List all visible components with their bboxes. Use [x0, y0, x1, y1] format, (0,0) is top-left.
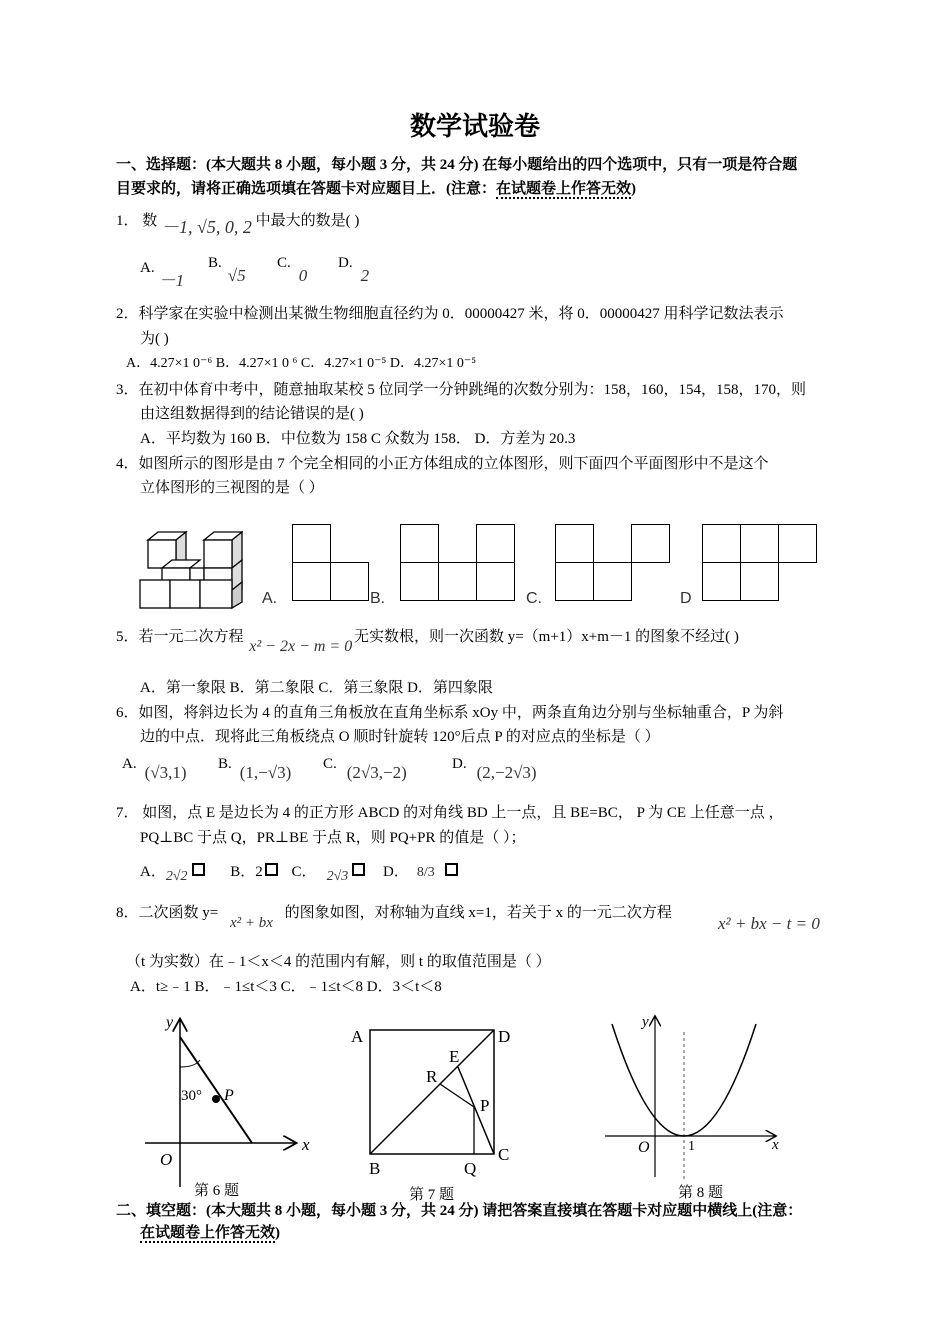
q1-option-b: B.√5	[208, 255, 246, 285]
svg-text:1: 1	[688, 1139, 695, 1154]
section1-header-line1: 一、选择题：(本大题共 8 小题，每小题 3 分，共 24 分) 在每小题给出的四个选项中，只有一项是符合题	[116, 157, 798, 173]
svg-text:O: O	[638, 1139, 650, 1156]
svg-text:P: P	[224, 1087, 234, 1104]
q8-math-1: x² + bx	[229, 915, 273, 931]
figure-8	[600, 1012, 790, 1187]
question-3: 3．在初中体育中考中，随意抽取某校 5 位同学一分钟跳绳的次数分别为：158，160，154，158，170，则	[116, 382, 807, 398]
svg-text:A: A	[351, 1027, 364, 1046]
question-1: 1． 数 －1, √5, 0, 2 中最大的数是( )	[116, 213, 360, 237]
question-6: 6．如图，将斜边长为 4 的直角三角板放在直角坐标系 xOy 中，两条直角边分别与坐标轴重合，P 为斜	[116, 705, 784, 721]
figure-8-caption: 第 8 题	[678, 1185, 724, 1201]
q4-label-b: B.	[370, 590, 386, 607]
q6-option-c: C. (2√3,−2)	[323, 756, 407, 782]
svg-text:B: B	[369, 1159, 381, 1178]
q1-math: －1, √5, 0, 2	[161, 217, 252, 237]
q1-option-a: A.－1	[140, 260, 185, 290]
q4-line2: 立体图形的三视图的是（ ）	[140, 480, 324, 496]
q6-line2: 边的中点．现将此三角板绕点 O 顺时针旋转 120°后点 P 的对应点的坐标是（ ）	[140, 729, 660, 745]
svg-text:O: O	[160, 1150, 173, 1169]
q2-options: A．4.27×1 0⁻⁶ B．4.27×1 0 ⁶ C．4.27×1 0⁻⁵ D．4.27×1 0⁻⁵	[126, 356, 477, 371]
q8-options: A．t≥﹣1 B．﹣1≤t＜3 C．﹣1≤t＜8 D．3＜t＜8	[130, 979, 442, 995]
svg-text:x: x	[772, 1137, 779, 1153]
section2-header-line2: 在试题卷上作答无效)	[140, 1225, 281, 1241]
q4-cube-figure	[138, 530, 243, 610]
question-4: 4．如图所示的图形是由 7 个完全相同的小正方体组成的立体图形，则下面四个平面图形中不是这个	[116, 456, 769, 472]
svg-text:P: P	[480, 1096, 490, 1115]
svg-text:y: y	[166, 1014, 174, 1031]
question-8: 8．二次函数 y= x² + bx 的图象如图，对称轴为直线 x=1，若关于 x 的一元二次方程	[116, 905, 672, 931]
svg-text:30°: 30°	[181, 1088, 202, 1104]
emphasis-note: 在试题卷上作答无效	[496, 181, 632, 197]
svg-text:D: D	[498, 1027, 511, 1046]
question-7: 7． 如图，点 E 是边长为 4 的正方形 ABCD 的对角线 BD 上一点，且 BE=BC， P 为 CE 上任意一点 ，	[116, 805, 784, 821]
q1-option-c: C.0	[277, 255, 308, 285]
page-title: 数学试验卷	[409, 112, 540, 141]
figure-7	[345, 1022, 525, 1192]
q2-line2: 为( )	[140, 331, 169, 347]
q6-option-a: A. (√3,1)	[122, 756, 187, 782]
q4-label-c: C.	[526, 590, 542, 607]
q8-math-2: x² + bx − t = 0	[718, 914, 820, 933]
q3-line2: 由这组数据得到的结论错误的是( )	[140, 406, 364, 422]
q4-label-d: D	[680, 590, 692, 607]
q5-math: x² − 2x − m = 0	[249, 638, 353, 655]
q3-options: A．平均数为 160 B．中位数为 158 C 众数为 158． D．方差为 20.3	[140, 431, 576, 447]
q8-line2: （t 为实数）在﹣1＜x＜4 的范围内有解，则 t 的取值范围是（ ）	[126, 954, 551, 970]
q5-options: A．第一象限 B．第二象限 C．第三象限 D．第四象限	[140, 680, 493, 696]
svg-text:R: R	[426, 1067, 438, 1086]
figure-6-caption: 第 6 题	[194, 1183, 240, 1199]
figure-7-caption: 第 7 题	[409, 1187, 455, 1203]
svg-text:y: y	[642, 1014, 649, 1030]
q1-option-d: D.2	[338, 255, 370, 285]
svg-text:C: C	[498, 1145, 510, 1164]
q6-option-b: B. (1,−√3)	[218, 756, 292, 782]
q7-options: A．2√2 B．2 C． 2√3 D． 8/3	[140, 860, 458, 881]
q7-line2: PQ⊥BC 于点 Q，PR⊥BE 于点 R，则 PQ+PR 的值是（ ）；	[140, 830, 526, 846]
svg-text:Q: Q	[464, 1159, 477, 1178]
q6-option-d: D. (2,−2√3)	[452, 756, 537, 782]
section1-header-line2: 目要求的，请将正确选项填在答题卡对应题目上．(注意：在试题卷上作答无效)	[116, 181, 637, 197]
figure-6	[140, 1012, 320, 1197]
svg-text:E: E	[449, 1047, 460, 1066]
question-2: 2．科学家在实验中检测出某微生物细胞直径约为 0．00000427 米，将 0．00000427 用科学记数法表示	[116, 306, 784, 322]
section2-header-line1: 二、填空题：(本大题共 8 小题，每小题 3 分，共 24 分) 请把答案直接填在答题卡对应题中横线上(注意：	[116, 1203, 803, 1219]
q4-label-a: A.	[262, 590, 278, 607]
svg-text:x: x	[302, 1135, 310, 1154]
question-5: 5．若一元二次方程 x² − 2x − m = 0 无实数根，则一次函数 y=（m+1）x+m－1 的图象不经过( )	[116, 629, 739, 655]
